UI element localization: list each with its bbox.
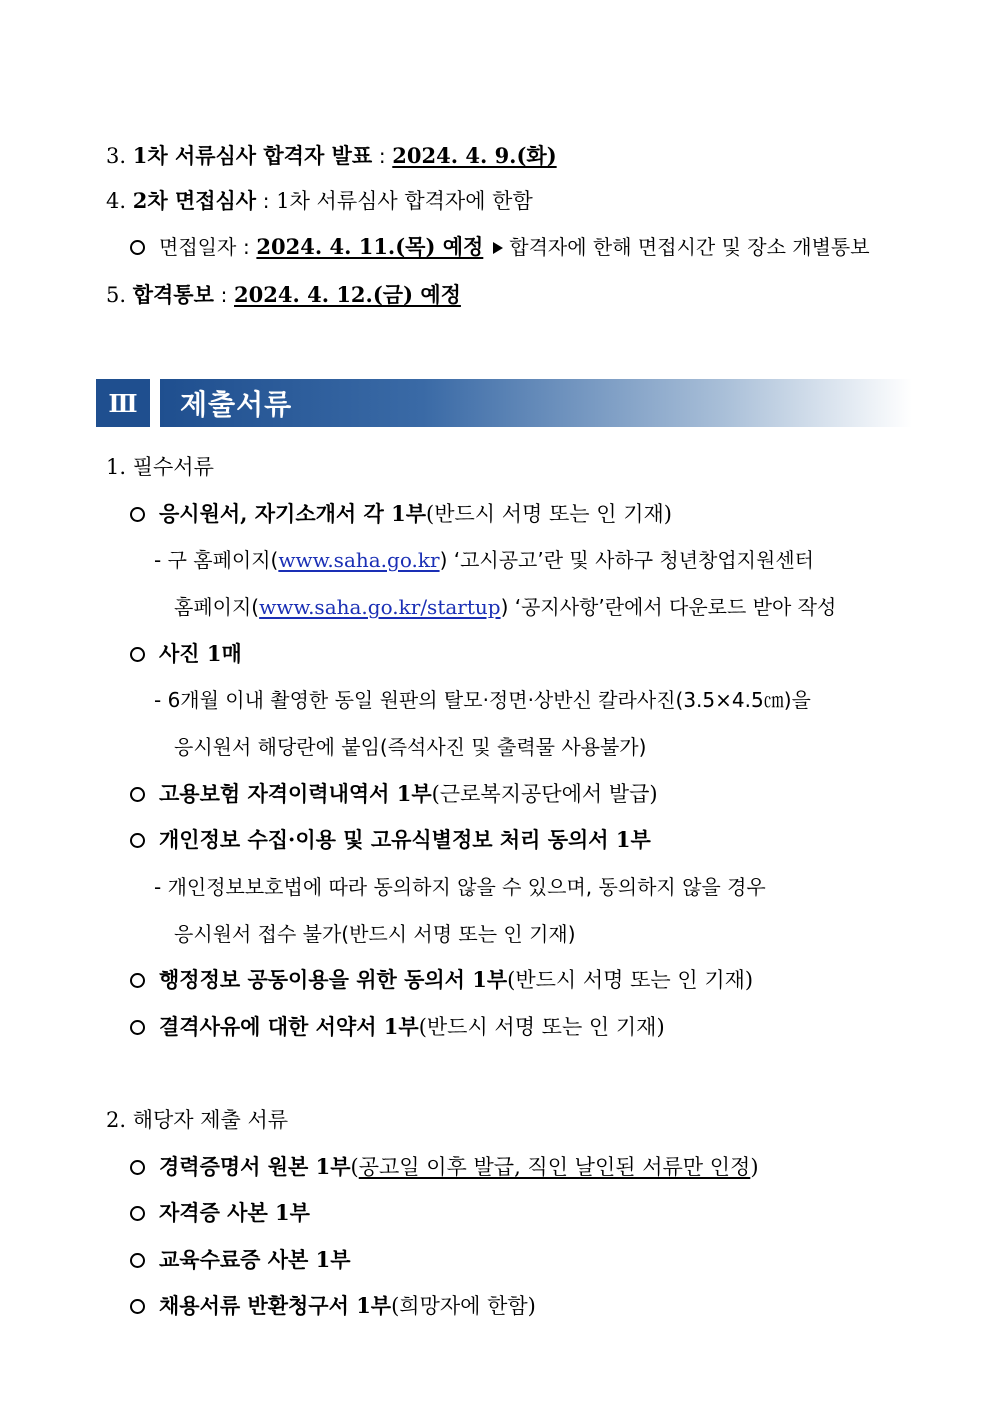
- doc-note: (희망자에 한함): [391, 1294, 536, 1318]
- detail-text: 홈페이지(: [174, 595, 260, 619]
- list-item: [130, 826, 651, 854]
- doc-name: 채용서류 반환청구서 1부: [159, 1293, 392, 1318]
- item-number: 5.: [106, 283, 127, 307]
- doc-name: 행정정보 공동이용을 위한 동의서 1부: [159, 967, 508, 992]
- colon: :: [242, 235, 250, 259]
- circle-bullet-icon: [130, 507, 145, 522]
- homepage-link[interactable]: www.saha.go.kr: [278, 548, 440, 572]
- conditional-heading: 2. 해당자 제출 서류: [106, 1108, 289, 1132]
- doc-name: 개인정보 수집·이용 및 고유식별정보 처리 동의서 1부: [159, 827, 651, 852]
- colon: :: [220, 283, 228, 307]
- interview-date: 2024. 4. 11.(목) 예정: [256, 234, 484, 259]
- doc-note: (근로복지공단에서 발급): [431, 782, 658, 806]
- circle-bullet-icon: [130, 647, 145, 662]
- item-label: 면접일자: [159, 235, 237, 259]
- doc-name: 교육수료증 사본 1부: [159, 1247, 351, 1272]
- doc-name: 사진 1매: [159, 641, 242, 666]
- detail-text: - 구 홈페이지(: [154, 548, 279, 572]
- list-item: [130, 640, 242, 668]
- list-detail: 응시원서 해당란에 붙임(즉석사진 및 출력물 사용불가): [174, 735, 647, 759]
- section-title-bar: [160, 379, 912, 427]
- circle-bullet-icon: [130, 1020, 145, 1035]
- list-detail: - 개인정보보호법에 따라 동의하지 않을 수 있으며, 동의하지 않을 경우: [154, 875, 766, 899]
- circle-bullet-icon: [130, 240, 145, 255]
- list-item: [130, 1292, 536, 1320]
- doc-name: 자격증 사본 1부: [159, 1200, 310, 1225]
- list-item: [130, 966, 753, 994]
- doc-note: (반드시 서명 또는 인 기재): [507, 968, 754, 992]
- doc-note: 공고일 이후 발급, 직인 날인된 서류만 인정: [358, 1155, 751, 1179]
- list-item: [130, 1199, 310, 1227]
- interview-note: 합격자에 한해 면접시간 및 장소 개별통보: [509, 235, 870, 259]
- circle-bullet-icon: [130, 833, 145, 848]
- doc-name: 경력증명서 원본 1부: [159, 1154, 351, 1179]
- circle-bullet-icon: [130, 1253, 145, 1268]
- list-detail: [174, 593, 836, 621]
- required-heading: 1. 필수서류: [106, 455, 214, 479]
- doc-note: (반드시 서명 또는 인 기재): [426, 502, 672, 526]
- colon: :: [378, 144, 386, 168]
- item-number: 3.: [106, 144, 127, 168]
- item-label: 1차 서류심사 합격자 발표: [132, 143, 373, 168]
- circle-bullet-icon: [130, 1299, 145, 1314]
- detail-text: ) ‘공지사항’란에서 다운로드 받아 작성: [500, 595, 837, 619]
- list-item: [130, 1246, 351, 1274]
- doc-name: 고용보험 자격이력내역서 1부: [159, 781, 432, 806]
- item-label: 2차 면접심사: [132, 188, 257, 213]
- colon: :: [262, 189, 270, 213]
- doc-name: 결격사유에 대한 서약서 1부: [159, 1014, 419, 1039]
- section-number: Ⅲ: [108, 388, 138, 418]
- schedule-item-5: [106, 281, 461, 309]
- list-item: [130, 500, 672, 528]
- item-number: 4.: [106, 189, 127, 213]
- doc-note: (반드시 서명 또는 인 기재): [418, 1015, 665, 1039]
- paren: ): [750, 1155, 759, 1179]
- circle-bullet-icon: [130, 973, 145, 988]
- section-title: 제출서류: [180, 388, 293, 421]
- item-label: 합격통보: [132, 282, 214, 307]
- circle-bullet-icon: [130, 787, 145, 802]
- startup-homepage-link[interactable]: www.saha.go.kr/startup: [259, 595, 501, 619]
- circle-bullet-icon: [130, 1206, 145, 1221]
- schedule-item-4: [106, 187, 533, 215]
- triangle-arrow-icon: [493, 242, 503, 254]
- paren: (: [350, 1155, 359, 1179]
- circle-bullet-icon: [130, 1160, 145, 1175]
- item-description: 1차 서류심사 합격자에 한함: [276, 189, 533, 213]
- doc-name: 응시원서, 자기소개서 각 1부: [159, 501, 427, 526]
- interview-date-line: [130, 233, 870, 261]
- result-date: 2024. 4. 12.(금) 예정: [234, 282, 461, 307]
- list-item: [130, 1153, 759, 1181]
- list-item: [130, 780, 658, 808]
- list-item: [130, 1013, 665, 1041]
- announcement-date: 2024. 4. 9.(화): [392, 143, 557, 168]
- section-number-box: [96, 379, 150, 427]
- detail-text: ) ‘고시공고’란 및 사하구 청년창업지원센터: [439, 548, 814, 572]
- list-detail: 응시원서 접수 불가(반드시 서명 또는 인 기재): [174, 922, 576, 946]
- list-detail: - 6개월 이내 촬영한 동일 원판의 탈모·정면·상반신 칼라사진(3.5×4.5㎝)을: [154, 688, 811, 712]
- list-detail: [154, 546, 814, 574]
- schedule-item-3: [106, 142, 557, 170]
